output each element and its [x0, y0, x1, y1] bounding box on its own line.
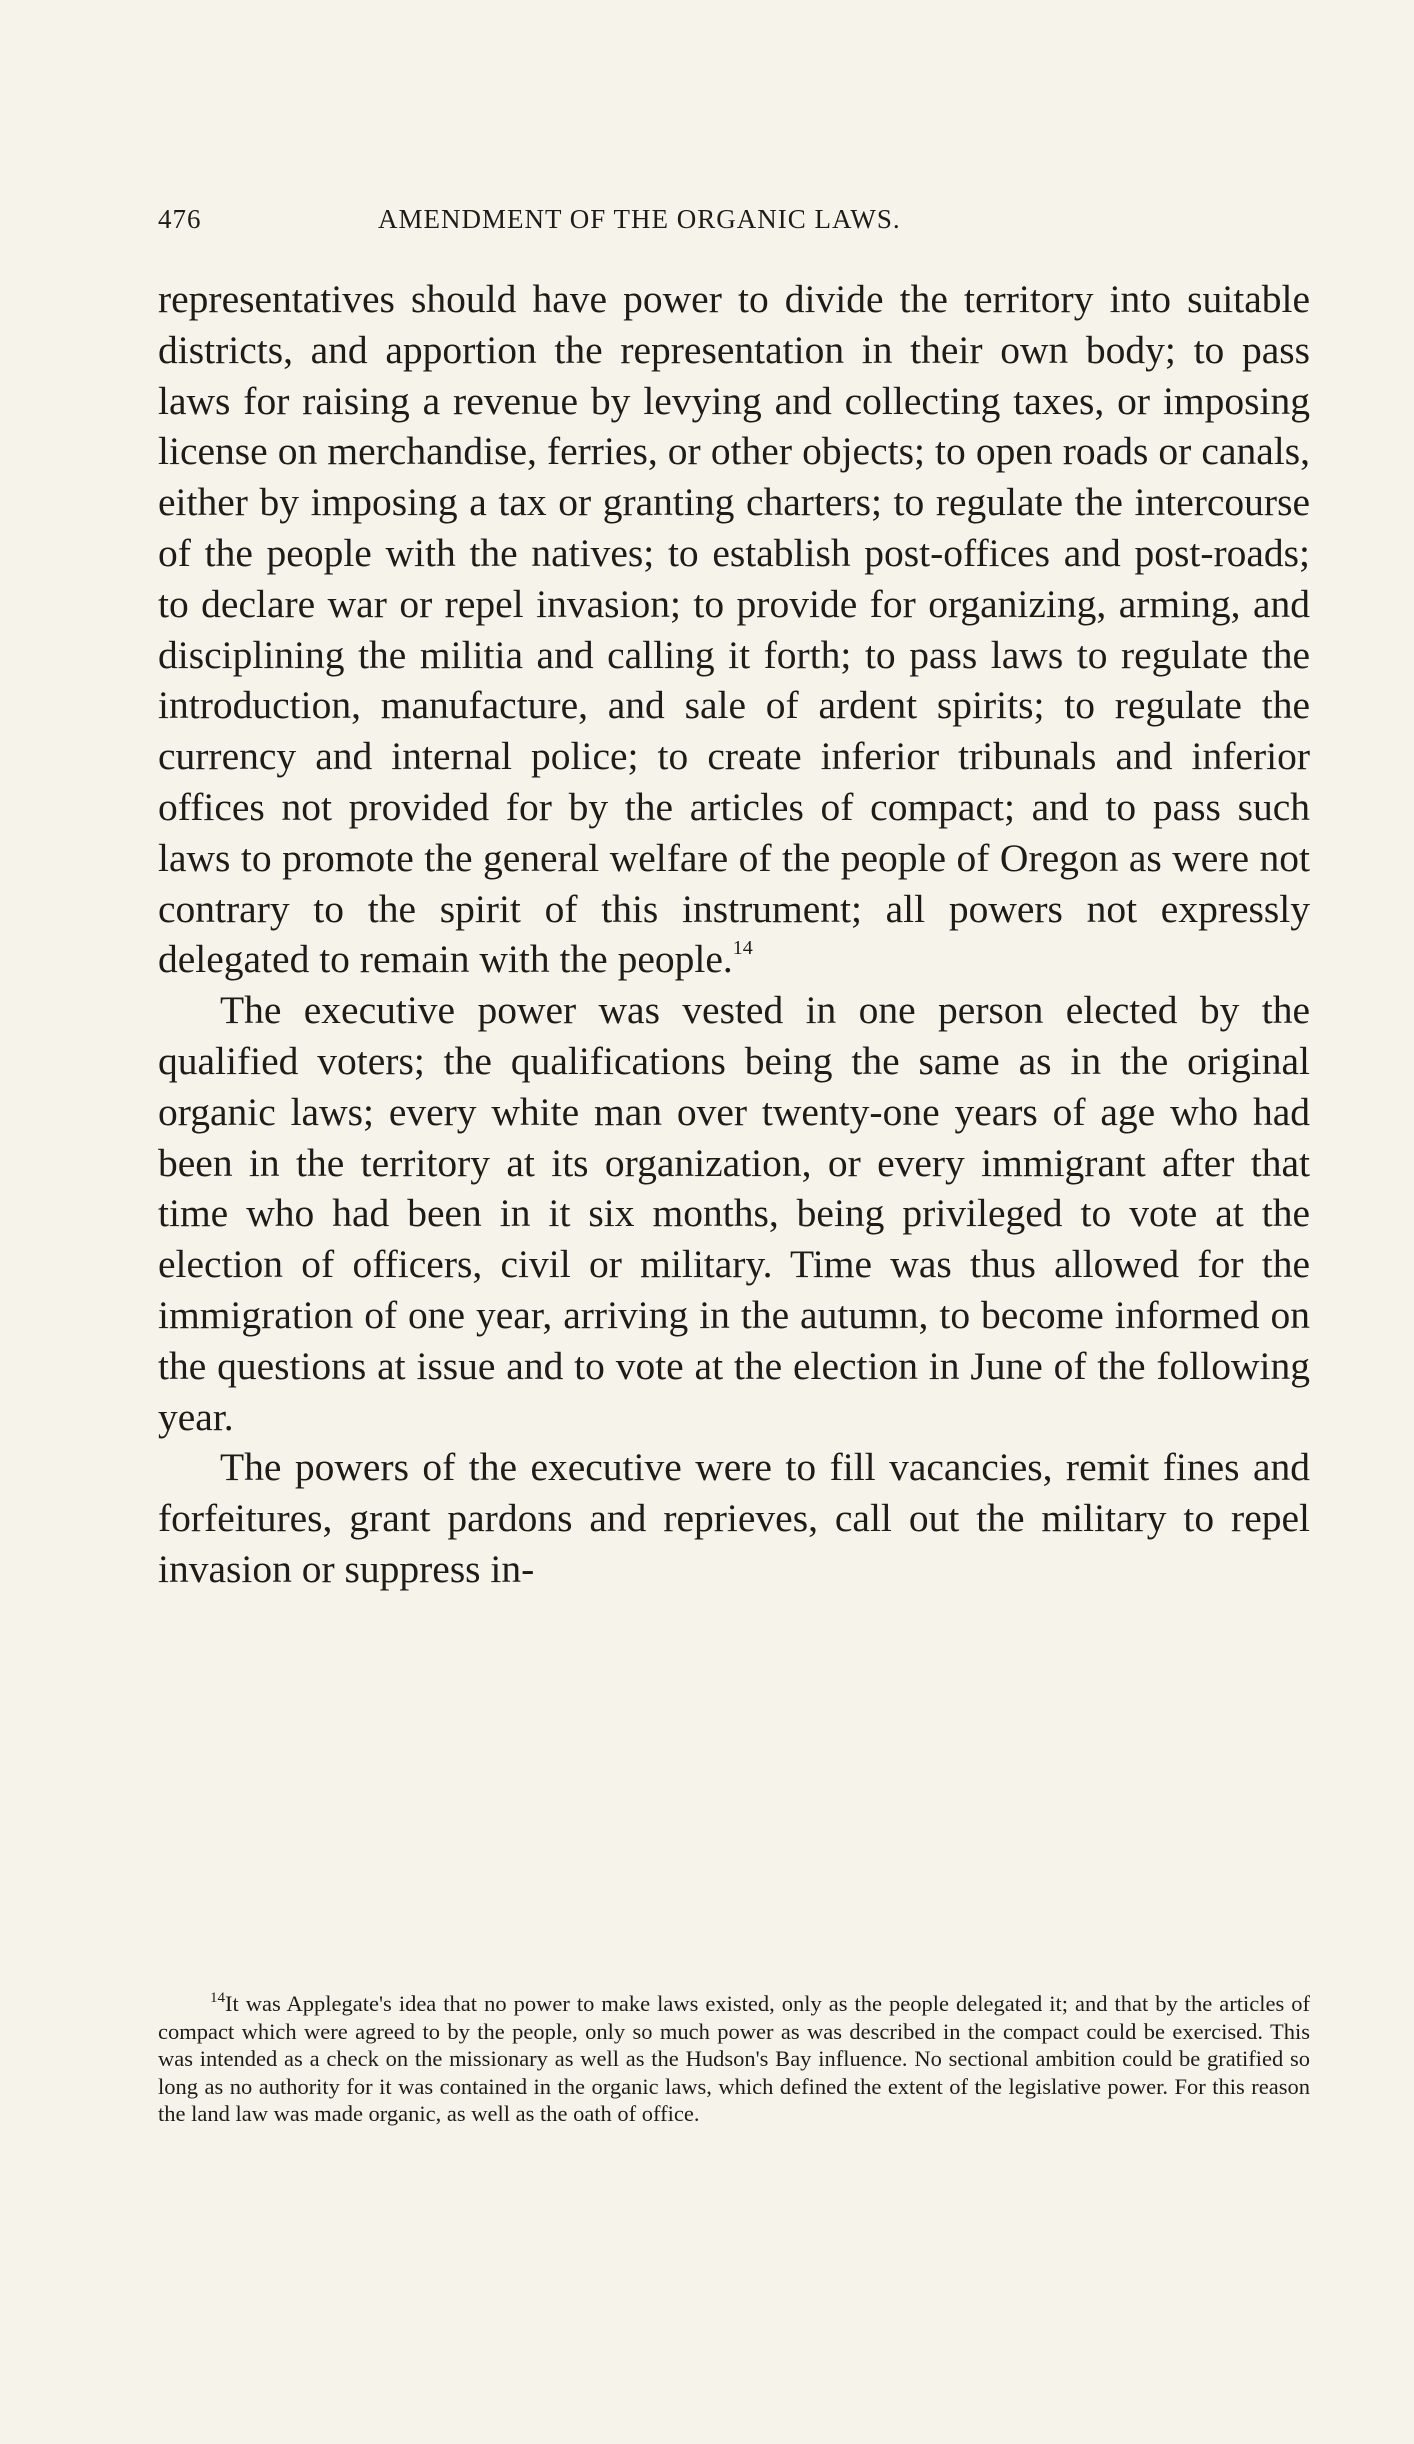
- paragraph-3: The powers of the executive were to fill vacancies, remit fines and forfeitures, grant pardons and reprieves, call out the military to repel invasion or suppress in-: [158, 1445, 1310, 1591]
- running-header: [158, 190, 1310, 250]
- page-number: 476: [158, 204, 202, 234]
- paragraph-2: The executive power was vested in one person elected by the qualified voters; the qualifications being the same as in the original organic laws; every white man over twenty-one years of age who had been in the territory at its organization, or every immigrant after that time who had been in it six months, being privileged to vote at the election of officers, civil or military. Time was thus allowed for the immigration of one year, arriving in the autumn, to become informed on the questions at issue and to vote at the election in June of the following year.: [158, 988, 1310, 1439]
- footnote-reference[interactable]: 14: [732, 937, 753, 960]
- paragraph-1: [158, 274, 1310, 985]
- footnote-text: It was Applegate's idea that no power to make laws existed, only as the people delegated it; and that by the articles of compact which were agreed to by the people, only so much power as was described in the compact could be exercised. This was intended as a check on the missionary as well as the Hudson's Bay influence. No sectional ambition could be gratified so long as no authority for it was contained in the organic laws, which defined the extent of the legislative power. For this reason the land law was made organic, as well as the oath of office.: [158, 1991, 1310, 2127]
- book-page: [158, 190, 1310, 2127]
- footnote: [158, 1990, 1310, 2128]
- paragraph-1-text: representatives should have power to divide the territory into suitable districts, and apportion the representation in their own body; to pass laws for raising a revenue by levying and collecting taxes, or imposing license on merchandise, ferries, or other objects; to open roads or canals, either by imposing a tax or granting charters; to regulate the intercourse of the people with the natives; to establish post-offices and post-roads; to declare war or repel invasion; to provide for organizing, arming, and disciplining the militia and calling it forth; to pass laws to regulate the introduction, manufacture, and sale of ardent spirits; to regulate the currency and internal police; to create inferior tribunals and inferior offices not provided for by the articles of compact; and to pass such laws to promote the general welfare of the people of Oregon as were not contrary to the spirit of this instrument; all powers not expressly delegated to remain with the people.: [158, 277, 1310, 982]
- main-text: [158, 274, 1310, 1595]
- running-title: AMENDMENT OF THE ORGANIC LAWS.: [378, 204, 901, 234]
- footnote-marker: 14: [210, 1990, 225, 2006]
